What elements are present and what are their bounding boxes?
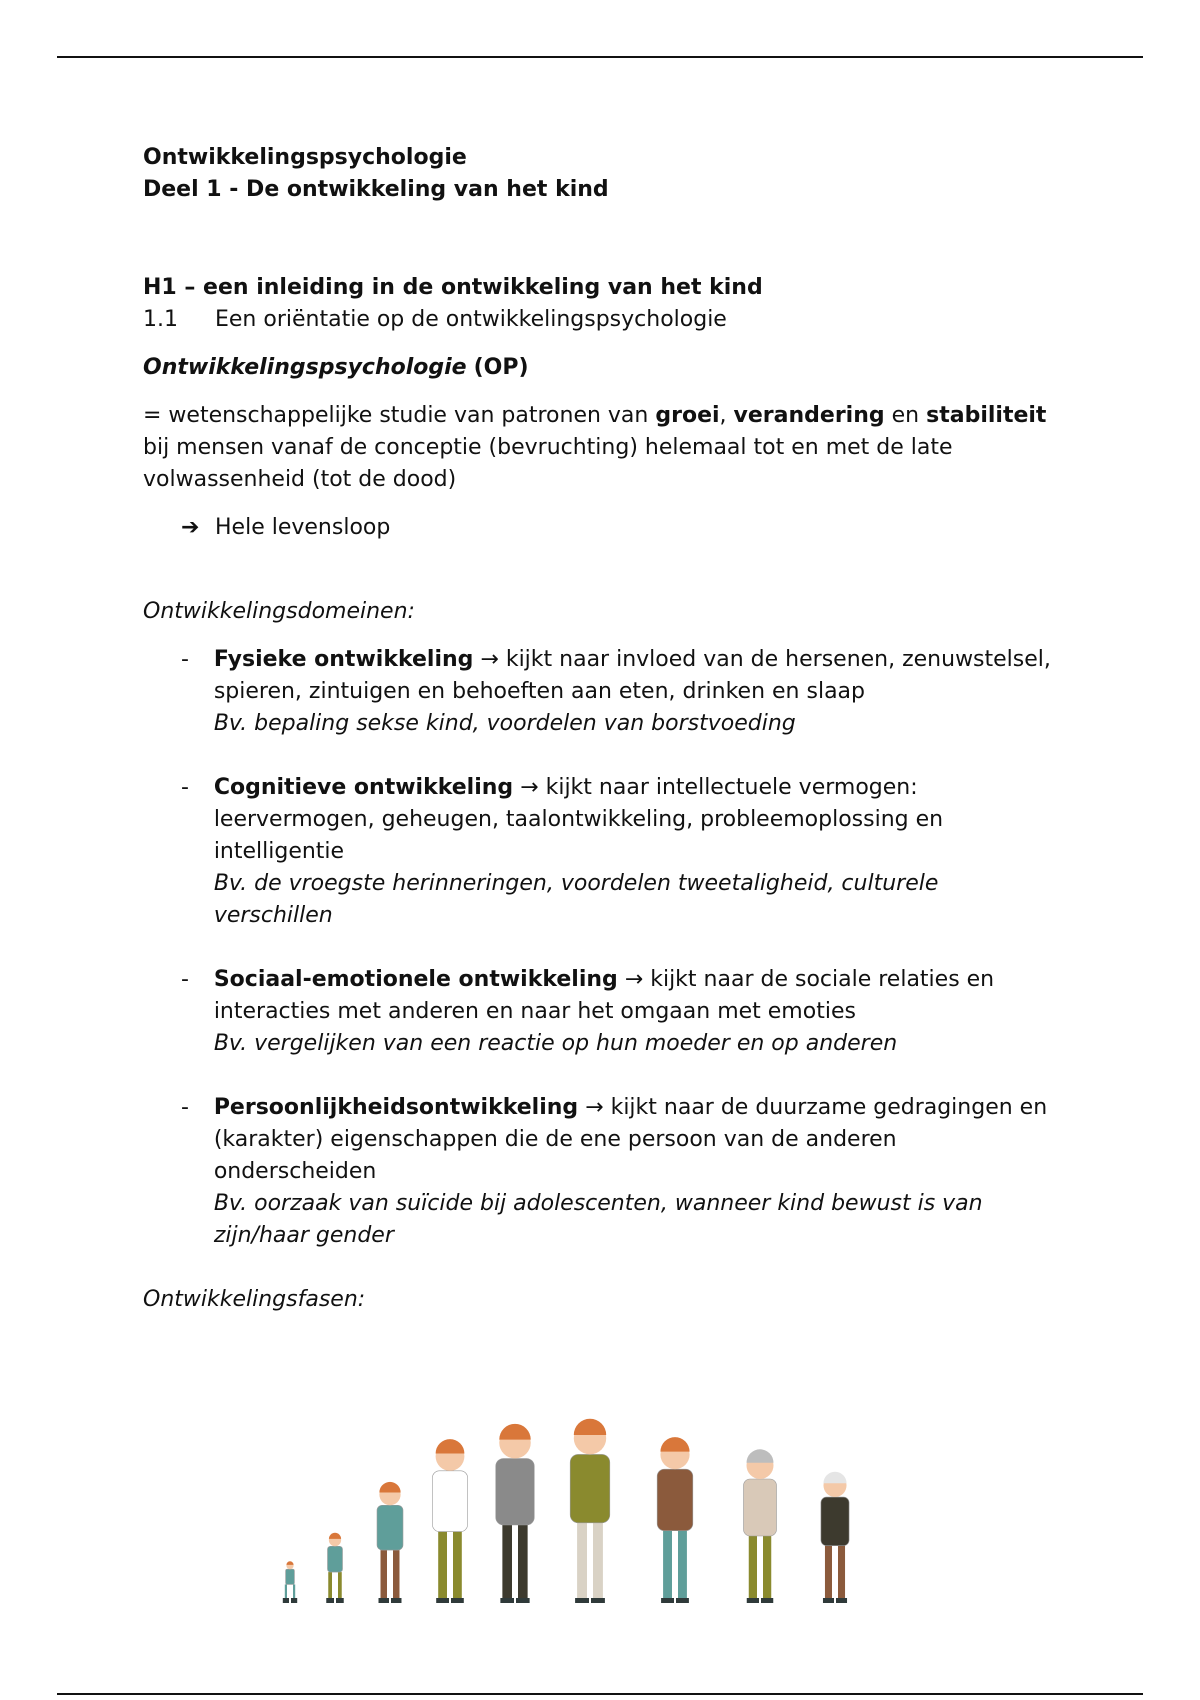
domain-example: Bv. vergelijken van een reactie op hun moeder en op anderen bbox=[213, 1031, 898, 1056]
arrow-icon: → bbox=[617, 967, 651, 992]
person-figure bbox=[744, 1449, 777, 1603]
domain-name: Sociaal-emotionele ontwikkeling bbox=[213, 967, 618, 992]
arrow-icon: → bbox=[578, 1095, 611, 1120]
levensloop-note bbox=[181, 512, 1063, 544]
person-figure bbox=[496, 1424, 535, 1603]
title-line-1: Ontwikkelingspsychologie bbox=[143, 145, 467, 170]
person-figure bbox=[657, 1437, 693, 1603]
levensloop-text: Hele levensloop bbox=[215, 515, 391, 540]
domain-example: Bv. de vroegste herinneringen, voordelen tweetaligheid, culturele verschillen bbox=[213, 871, 939, 928]
footer-rule bbox=[57, 1693, 1143, 1695]
domains-list bbox=[143, 644, 1063, 1252]
section-heading bbox=[143, 304, 1063, 336]
person-figure bbox=[821, 1472, 849, 1603]
definition-term: Ontwikkelingspsychologie bbox=[143, 355, 467, 380]
arrow-icon: → bbox=[513, 775, 546, 800]
section-title: Een oriëntatie op de ontwikkelingspsychologie bbox=[215, 307, 727, 332]
list-item: - Persoonlijkheidsontwikkeling → kijkt naar de duurzame gedragingen en (karakter) eigenschappen die de ene persoon van de anderen onderscheiden Bv. oorzaak van suïcide bij adolescenten, wanneer kind bewust is van zijn/haar gender bbox=[143, 1092, 1063, 1252]
document-body bbox=[143, 142, 1063, 1316]
domain-name: Cognitieve ontwikkeling bbox=[213, 775, 514, 800]
definition-abbr: (OP) bbox=[473, 355, 529, 380]
domain-description: kijkt naar de duurzame gedragingen en (karakter) eigenschappen die de ene persoon van de anderen onderscheiden bbox=[213, 1095, 1048, 1184]
person-figure bbox=[377, 1482, 403, 1603]
arrow-icon: ➔ bbox=[181, 515, 200, 540]
domain-example: Bv. oorzaak van suïcide bij adolescenten, wanneer kind bewust is van zijn/haar gender bbox=[213, 1191, 983, 1248]
title-line-2: Deel 1 - De ontwikkeling van het kind bbox=[143, 177, 609, 202]
life-stages-illustration bbox=[240, 1392, 960, 1632]
chapter-heading: H1 – een inleiding in de ontwikkeling van het kind bbox=[143, 275, 763, 300]
domains-heading: Ontwikkelingsdomeinen: bbox=[143, 599, 415, 624]
definition-paragraph: = wetenschappelijke studie van patronen van groei, verandering en stabiliteit bij mensen vanaf de conceptie (bevruchting) helemaal tot en met de late volwassenheid (tot de dood) bbox=[143, 403, 1047, 492]
person-figure bbox=[326, 1533, 343, 1603]
list-item: - Cognitieve ontwikkeling → kijkt naar intellectuele vermogen: leervermogen, geheugen, taalontwikkeling, probleemoplossing en intelligentie Bv. de vroegste herinneringen, voordelen tweetaligheid, culturele verschillen bbox=[143, 772, 1063, 932]
section-number: 1.1 bbox=[143, 307, 178, 332]
domain-description: kijkt naar invloed van de hersenen, zenuwstelsel, spieren, zintuigen en behoeften aan eten, drinken en slaap bbox=[213, 647, 1051, 704]
person-figure bbox=[283, 1561, 297, 1603]
arrow-icon: → bbox=[473, 647, 506, 672]
header-rule bbox=[57, 56, 1143, 58]
list-item: - Sociaal-emotionele ontwikkeling → kijkt naar de sociale relaties en interacties met anderen en naar het omgaan met emoties Bv. vergelijken van een reactie op hun moeder en op anderen bbox=[143, 964, 1063, 1060]
person-figure bbox=[570, 1419, 610, 1603]
domain-description: kijkt naar intellectuele vermogen: leervermogen, geheugen, taalontwikkeling, probleemoplossing en intelligentie bbox=[213, 775, 944, 864]
definition-term-line bbox=[143, 352, 1063, 384]
phases-heading: Ontwikkelingsfasen: bbox=[143, 1287, 366, 1312]
list-item: - Fysieke ontwikkeling → kijkt naar invloed van de hersenen, zenuwstelsel, spieren, zintuigen en behoeften aan eten, drinken en slaap Bv. bepaling sekse kind, voordelen van borstvoeding bbox=[143, 644, 1063, 740]
domain-name: Fysieke ontwikkeling bbox=[213, 647, 474, 672]
domain-name: Persoonlijkheidsontwikkeling bbox=[213, 1095, 579, 1120]
domain-example: Bv. bepaling sekse kind, voordelen van borstvoeding bbox=[213, 711, 796, 736]
person-figure bbox=[432, 1439, 467, 1603]
document-title bbox=[143, 142, 1063, 206]
domain-description: kijkt naar de sociale relaties en interacties met anderen en naar het omgaan met emoties bbox=[213, 967, 995, 1024]
